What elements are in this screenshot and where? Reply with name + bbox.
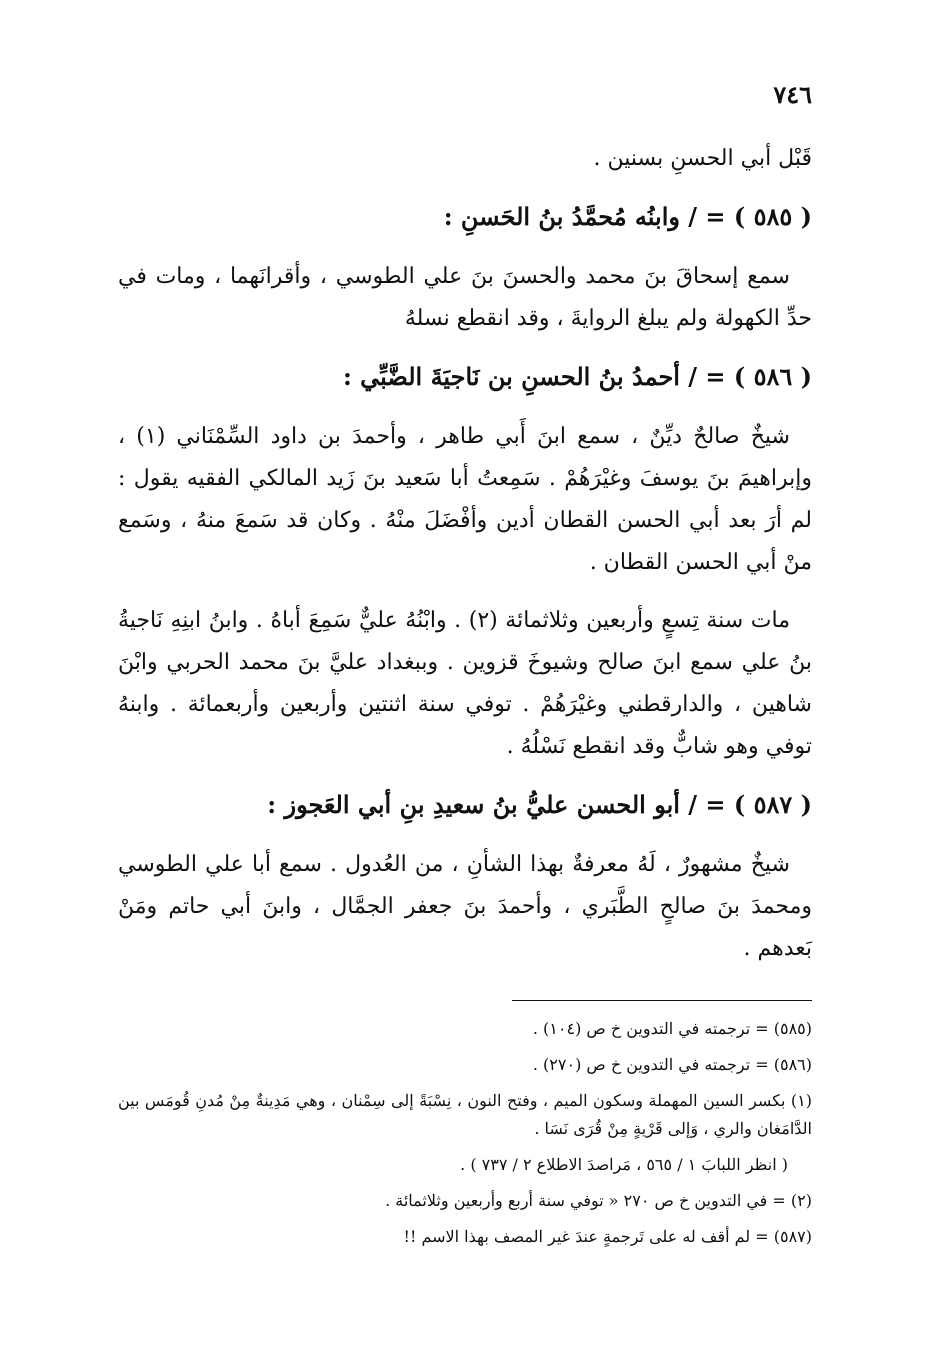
entry-586-text-2: مات سنة تِسعٍ وأربعين وثلاثمائة (٢) . وابْنُهُ عليٌّ سَمِعَ أباهُ . وابنُ ابنِهِ نَاجيةُ بنُ علي سمع ابنَ صالح وشيوخَ قزوين . وببغداد عليَّ بنَ محمد الحربي وابْنَ شاهين ، والدارقطني وغيْرَهُمْ . توفي سنة اثنتين وأربعين وأربعمائة . وابنهُ توفي وهو شابٌّ وقد انقطع نَسْلُهُ . bbox=[118, 608, 812, 759]
entry-586-heading: ( ٥٨٦ ) = / أحمدُ بنُ الحسنِ بن نَاجيَةَ الضَّبِّي : bbox=[342, 362, 812, 391]
footnote-divider bbox=[512, 1000, 812, 1001]
entry-587-heading: ( ٥٨٧ ) = / أبو الحسن عليُّ بنُ سعيدِ بنِ أبي العَجوز : bbox=[267, 790, 812, 819]
footnote-587: (٥٨٧) = لم أقف له على تَرجمةٍ عندَ غير المصف بهذا الاسم !! bbox=[403, 1227, 812, 1246]
entry-585-heading: ( ٥٨٥ ) = / وابنُه مُحمَّدُ بنُ الحَسنِ : bbox=[443, 202, 812, 231]
footnote-1-reference: ( انظر اللبابَ ١ / ٥٦٥ ، مَراصدَ الاطلاع ٢ / ٧٣٧ ) . bbox=[460, 1155, 788, 1174]
footnote-586: (٥٨٦) = ترجمته في التدوين خ ص (٢٧٠) . bbox=[532, 1055, 812, 1074]
document-page bbox=[118, 80, 812, 1280]
entry-585-text: سمع إسحاقَ بنَ محمد والحسنَ بنَ علي الطوسي ، وأقرانَهما ، ومات في حدِّ الكهولة ولم يبلغ الروايةَ ، وقد انقطع نسلهُ bbox=[118, 264, 812, 331]
entry-586-text-1: شيخٌ صالحٌ ديِّنٌ ، سمع ابنَ أَبي طاهر ، وأحمدَ بن داود السِّمْنَاني (١) ، وإبراهيمَ بنَ يوسفَ وغيْرَهُمْ . سَمِعتُ أبا سَعيد بنَ زَيد المالكي الفقيه يقول : لم أرَ بعد أبي الحسن القطان أدين وأفْضَلَ منْهُ . وكان قد سَمعَ منهُ ، وسَمع منْ أبي الحسن القطان . bbox=[118, 424, 812, 575]
footnote-585: (٥٨٥) = ترجمته في التدوين خ ص (١٠٤) . bbox=[532, 1019, 812, 1038]
opening-line: قَبْل أبي الحسنِ بسنين . bbox=[593, 146, 812, 171]
footnotes-section bbox=[118, 1015, 812, 1251]
entry-587-text: شيخٌ مشهورٌ ، لَهُ معرفةٌ بهذا الشأنِ ، من العُدول . سمع أبا علي الطوسي ومحمدَ بنَ صالحٍ الطَّبَري ، وأحمدَ بنَ جعفر الجمَّال ، وابنَ أبي حاتم ومَنْ بَعدهم . bbox=[118, 852, 812, 961]
paragraph-gap bbox=[118, 584, 812, 600]
footnote-1: (١) بكسر السين المهملة وسكون الميم ، وفتح النون ، نِسْبَةً إلى سِمْنان ، وهي مَدِينةٌ مِنْ مُدنِ قُومَس بين الدَّامَغان والري ، وَإلى قَرْيةٍ مِنْ قُرَى نَسَا . bbox=[118, 1091, 812, 1138]
footnote-2: (٢) = في التدوين خ ص ٢٧٠ « توفي سنة أربع وأربعين وثلاثمائة . bbox=[385, 1191, 812, 1210]
page-number: ٧٤٦ bbox=[773, 80, 812, 109]
